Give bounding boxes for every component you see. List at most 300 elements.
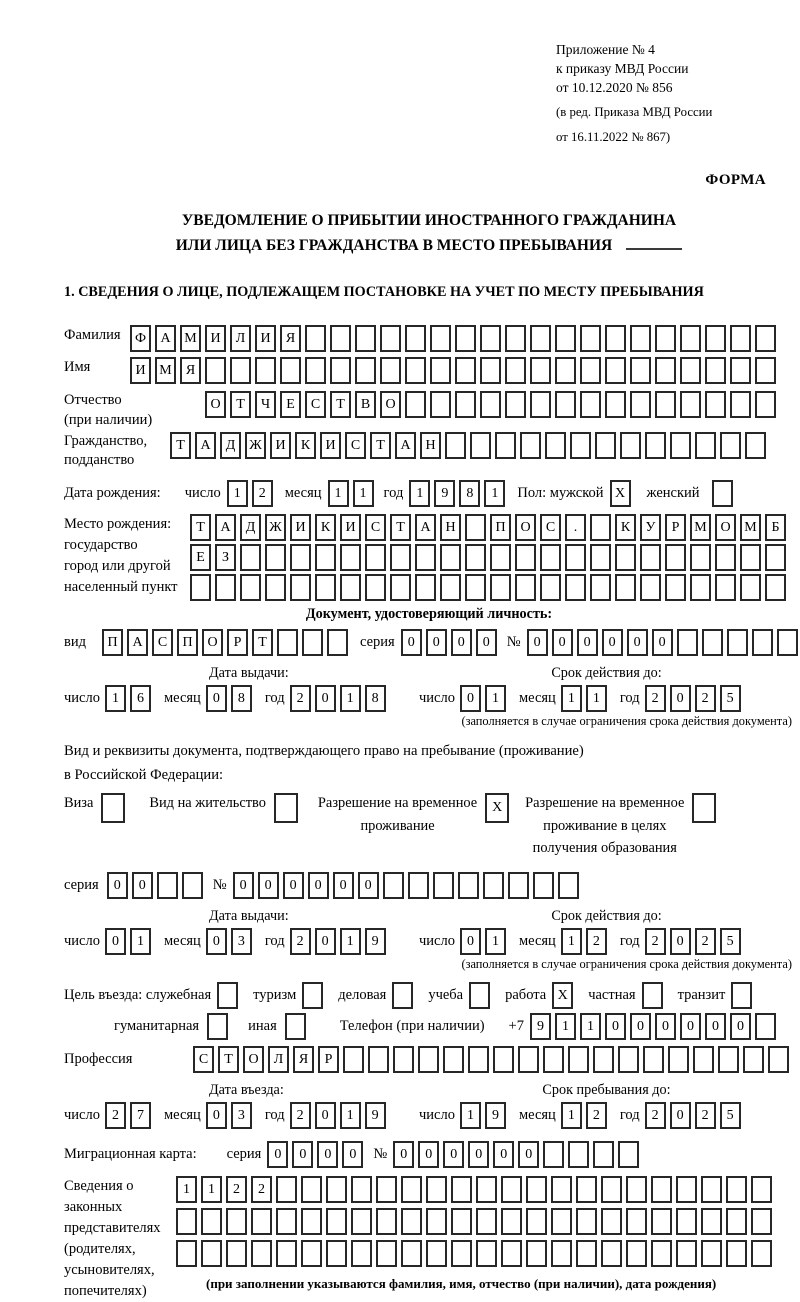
char-cell[interactable]: 0 [393,1141,414,1168]
char-cell[interactable] [265,574,286,601]
char-cell[interactable] [330,325,351,352]
char-cell[interactable] [565,544,586,571]
char-cell[interactable]: X [485,793,509,823]
char-cell[interactable] [351,1176,372,1203]
char-cell[interactable] [651,1240,672,1267]
char-cell[interactable] [626,1176,647,1203]
char-cell[interactable] [430,357,451,384]
char-cell[interactable] [751,1240,772,1267]
char-cell[interactable]: О [205,391,226,418]
char-cell[interactable]: 1 [409,480,430,507]
char-cell[interactable]: К [615,514,636,541]
char-cell[interactable] [276,1240,297,1267]
char-cell[interactable]: 2 [226,1176,247,1203]
char-cell[interactable] [630,391,651,418]
char-cell[interactable] [217,982,238,1009]
char-cell[interactable] [343,1046,364,1073]
char-cell[interactable]: А [127,629,148,656]
char-cell[interactable]: 0 [132,872,153,899]
char-cell[interactable]: 0 [401,629,422,656]
char-cell[interactable] [558,872,579,899]
char-cell[interactable] [680,325,701,352]
char-cell[interactable] [326,1176,347,1203]
char-cell[interactable] [518,1046,539,1073]
char-cell[interactable] [555,357,576,384]
char-cell[interactable] [305,357,326,384]
char-cell[interactable] [301,1240,322,1267]
char-cell[interactable]: 2 [290,1102,311,1129]
char-cell[interactable]: 0 [418,1141,439,1168]
char-cell[interactable]: 0 [630,1013,651,1040]
char-cell[interactable]: 0 [468,1141,489,1168]
char-cell[interactable] [376,1176,397,1203]
char-cell[interactable] [315,544,336,571]
char-cell[interactable] [157,872,178,899]
char-cell[interactable] [565,574,586,601]
char-cell[interactable]: П [102,629,123,656]
char-cell[interactable] [290,574,311,601]
char-cell[interactable]: 1 [328,480,349,507]
char-cell[interactable] [593,1046,614,1073]
char-cell[interactable] [701,1176,722,1203]
char-cell[interactable] [277,629,298,656]
char-cell[interactable]: 0 [267,1141,288,1168]
char-cell[interactable]: Я [180,357,201,384]
char-cell[interactable]: 0 [315,928,336,955]
char-cell[interactable] [615,574,636,601]
char-cell[interactable] [480,391,501,418]
char-cell[interactable] [615,544,636,571]
char-cell[interactable]: О [715,514,736,541]
char-cell[interactable]: 3 [231,928,252,955]
char-cell[interactable] [251,1240,272,1267]
char-cell[interactable] [605,325,626,352]
char-cell[interactable] [551,1240,572,1267]
char-cell[interactable]: 0 [451,629,472,656]
char-cell[interactable]: 1 [485,685,506,712]
char-cell[interactable]: А [395,432,416,459]
char-cell[interactable] [176,1240,197,1267]
char-cell[interactable]: 2 [645,1102,666,1129]
char-cell[interactable]: 8 [459,480,480,507]
char-cell[interactable]: 2 [695,1102,716,1129]
char-cell[interactable]: 2 [252,480,273,507]
char-cell[interactable] [392,982,413,1009]
char-cell[interactable]: Ч [255,391,276,418]
char-cell[interactable]: Р [227,629,248,656]
char-cell[interactable] [702,629,723,656]
char-cell[interactable] [551,1176,572,1203]
char-cell[interactable] [540,574,561,601]
char-cell[interactable] [718,1046,739,1073]
char-cell[interactable] [551,1208,572,1235]
char-cell[interactable]: 0 [527,629,548,656]
char-cell[interactable]: Я [280,325,301,352]
char-cell[interactable] [430,391,451,418]
char-cell[interactable] [693,1046,714,1073]
char-cell[interactable]: Р [318,1046,339,1073]
char-cell[interactable]: Т [218,1046,239,1073]
char-cell[interactable]: Ж [265,514,286,541]
char-cell[interactable] [618,1046,639,1073]
char-cell[interactable] [643,1046,664,1073]
char-cell[interactable]: 1 [201,1176,222,1203]
char-cell[interactable]: И [340,514,361,541]
char-cell[interactable]: С [193,1046,214,1073]
char-cell[interactable]: 0 [670,1102,691,1129]
char-cell[interactable]: Т [190,514,211,541]
char-cell[interactable] [618,1141,639,1168]
char-cell[interactable] [201,1240,222,1267]
char-cell[interactable] [468,1046,489,1073]
char-cell[interactable]: Т [390,514,411,541]
char-cell[interactable] [530,357,551,384]
char-cell[interactable]: 1 [484,480,505,507]
char-cell[interactable] [543,1141,564,1168]
char-cell[interactable] [401,1208,422,1235]
char-cell[interactable]: 0 [493,1141,514,1168]
char-cell[interactable] [590,574,611,601]
char-cell[interactable] [590,544,611,571]
char-cell[interactable] [405,325,426,352]
char-cell[interactable]: 0 [652,629,673,656]
char-cell[interactable] [680,391,701,418]
char-cell[interactable]: 1 [340,685,361,712]
char-cell[interactable] [501,1208,522,1235]
char-cell[interactable] [690,574,711,601]
char-cell[interactable] [182,872,203,899]
char-cell[interactable]: 1 [105,685,126,712]
char-cell[interactable]: 0 [605,1013,626,1040]
char-cell[interactable] [642,982,663,1009]
char-cell[interactable] [626,1208,647,1235]
char-cell[interactable]: 0 [333,872,354,899]
char-cell[interactable] [768,1046,789,1073]
char-cell[interactable] [426,1240,447,1267]
char-cell[interactable] [327,629,348,656]
char-cell[interactable]: К [315,514,336,541]
char-cell[interactable] [301,1176,322,1203]
char-cell[interactable]: 5 [720,928,741,955]
char-cell[interactable] [630,357,651,384]
char-cell[interactable] [415,544,436,571]
char-cell[interactable] [285,1013,306,1040]
char-cell[interactable] [476,1176,497,1203]
char-cell[interactable] [251,1208,272,1235]
char-cell[interactable] [240,544,261,571]
char-cell[interactable] [405,357,426,384]
char-cell[interactable] [490,544,511,571]
char-cell[interactable]: 0 [552,629,573,656]
char-cell[interactable]: 0 [670,928,691,955]
char-cell[interactable]: 9 [434,480,455,507]
char-cell[interactable]: А [415,514,436,541]
char-cell[interactable] [280,357,301,384]
char-cell[interactable] [101,793,125,823]
char-cell[interactable]: 2 [290,685,311,712]
char-cell[interactable]: О [243,1046,264,1073]
char-cell[interactable]: Д [240,514,261,541]
char-cell[interactable] [593,1141,614,1168]
char-cell[interactable] [305,325,326,352]
char-cell[interactable] [455,391,476,418]
char-cell[interactable] [580,325,601,352]
char-cell[interactable] [505,391,526,418]
char-cell[interactable] [755,325,776,352]
char-cell[interactable] [265,544,286,571]
char-cell[interactable]: 3 [231,1102,252,1129]
char-cell[interactable] [740,574,761,601]
char-cell[interactable] [705,325,726,352]
char-cell[interactable] [390,574,411,601]
char-cell[interactable] [630,325,651,352]
char-cell[interactable]: 0 [443,1141,464,1168]
char-cell[interactable]: Т [330,391,351,418]
char-cell[interactable]: 0 [577,629,598,656]
char-cell[interactable] [730,325,751,352]
char-cell[interactable] [605,391,626,418]
char-cell[interactable] [692,793,716,823]
char-cell[interactable] [340,574,361,601]
char-cell[interactable]: 1 [580,1013,601,1040]
char-cell[interactable]: К [295,432,316,459]
char-cell[interactable] [440,574,461,601]
char-cell[interactable] [418,1046,439,1073]
char-cell[interactable] [226,1240,247,1267]
char-cell[interactable] [290,544,311,571]
char-cell[interactable] [226,1208,247,1235]
char-cell[interactable] [670,432,691,459]
char-cell[interactable] [380,357,401,384]
char-cell[interactable]: П [490,514,511,541]
char-cell[interactable]: Н [440,514,461,541]
char-cell[interactable] [301,1208,322,1235]
char-cell[interactable] [440,544,461,571]
char-cell[interactable] [533,872,554,899]
char-cell[interactable] [665,574,686,601]
char-cell[interactable] [205,357,226,384]
char-cell[interactable] [445,432,466,459]
char-cell[interactable] [715,544,736,571]
char-cell[interactable] [476,1208,497,1235]
char-cell[interactable]: И [205,325,226,352]
char-cell[interactable] [526,1240,547,1267]
char-cell[interactable]: С [345,432,366,459]
char-cell[interactable]: 2 [695,928,716,955]
char-cell[interactable] [601,1176,622,1203]
char-cell[interactable]: О [380,391,401,418]
char-cell[interactable] [302,982,323,1009]
char-cell[interactable]: 2 [695,685,716,712]
char-cell[interactable] [302,629,323,656]
char-cell[interactable] [526,1208,547,1235]
char-cell[interactable]: У [640,514,661,541]
char-cell[interactable] [207,1013,228,1040]
char-cell[interactable]: 0 [460,685,481,712]
char-cell[interactable] [451,1176,472,1203]
char-cell[interactable] [526,1176,547,1203]
char-cell[interactable] [580,357,601,384]
char-cell[interactable]: 0 [206,685,227,712]
char-cell[interactable] [515,574,536,601]
char-cell[interactable] [355,357,376,384]
char-cell[interactable] [274,793,298,823]
char-cell[interactable] [433,872,454,899]
char-cell[interactable] [355,325,376,352]
char-cell[interactable] [490,574,511,601]
char-cell[interactable]: А [155,325,176,352]
char-cell[interactable] [555,391,576,418]
char-cell[interactable]: Т [252,629,273,656]
char-cell[interactable] [430,325,451,352]
char-cell[interactable] [255,357,276,384]
char-cell[interactable]: 0 [308,872,329,899]
char-cell[interactable]: Т [170,432,191,459]
char-cell[interactable]: 9 [485,1102,506,1129]
char-cell[interactable] [545,432,566,459]
char-cell[interactable]: 1 [340,928,361,955]
char-cell[interactable] [351,1240,372,1267]
char-cell[interactable] [730,391,751,418]
char-cell[interactable] [368,1046,389,1073]
char-cell[interactable] [576,1240,597,1267]
char-cell[interactable] [701,1208,722,1235]
char-cell[interactable] [451,1240,472,1267]
char-cell[interactable]: 2 [251,1176,272,1203]
char-cell[interactable] [605,357,626,384]
char-cell[interactable]: 1 [485,928,506,955]
char-cell[interactable] [668,1046,689,1073]
char-cell[interactable] [726,1208,747,1235]
char-cell[interactable] [651,1176,672,1203]
char-cell[interactable]: 7 [130,1102,151,1129]
char-cell[interactable]: Т [370,432,391,459]
char-cell[interactable]: 0 [315,1102,336,1129]
char-cell[interactable] [651,1208,672,1235]
char-cell[interactable]: 1 [353,480,374,507]
char-cell[interactable]: И [270,432,291,459]
char-cell[interactable] [493,1046,514,1073]
char-cell[interactable]: 2 [586,1102,607,1129]
char-cell[interactable]: 9 [530,1013,551,1040]
char-cell[interactable]: 0 [206,928,227,955]
char-cell[interactable] [655,325,676,352]
char-cell[interactable]: 0 [730,1013,751,1040]
char-cell[interactable] [380,325,401,352]
char-cell[interactable]: 0 [258,872,279,899]
char-cell[interactable]: 0 [655,1013,676,1040]
char-cell[interactable]: 5 [720,1102,741,1129]
char-cell[interactable] [426,1176,447,1203]
char-cell[interactable] [330,357,351,384]
char-cell[interactable]: 1 [227,480,248,507]
char-cell[interactable] [677,629,698,656]
char-cell[interactable] [755,357,776,384]
char-cell[interactable]: 0 [292,1141,313,1168]
char-cell[interactable]: З [215,544,236,571]
char-cell[interactable]: И [130,357,151,384]
char-cell[interactable] [701,1240,722,1267]
char-cell[interactable]: 0 [705,1013,726,1040]
char-cell[interactable] [415,574,436,601]
char-cell[interactable] [501,1176,522,1203]
char-cell[interactable] [376,1240,397,1267]
char-cell[interactable]: Ф [130,325,151,352]
char-cell[interactable] [340,544,361,571]
char-cell[interactable] [540,544,561,571]
char-cell[interactable] [480,357,501,384]
char-cell[interactable] [483,872,504,899]
char-cell[interactable] [495,432,516,459]
char-cell[interactable] [401,1176,422,1203]
char-cell[interactable] [501,1240,522,1267]
char-cell[interactable]: И [255,325,276,352]
char-cell[interactable]: 0 [602,629,623,656]
char-cell[interactable] [176,1208,197,1235]
char-cell[interactable]: 1 [130,928,151,955]
char-cell[interactable] [405,391,426,418]
char-cell[interactable]: Т [230,391,251,418]
char-cell[interactable]: Е [280,391,301,418]
char-cell[interactable]: 0 [518,1141,539,1168]
char-cell[interactable] [576,1208,597,1235]
char-cell[interactable]: М [155,357,176,384]
char-cell[interactable] [376,1208,397,1235]
char-cell[interactable] [240,574,261,601]
char-cell[interactable] [640,574,661,601]
char-cell[interactable] [727,629,748,656]
char-cell[interactable] [326,1208,347,1235]
char-cell[interactable]: 1 [586,685,607,712]
char-cell[interactable]: М [180,325,201,352]
char-cell[interactable]: О [202,629,223,656]
char-cell[interactable]: 0 [426,629,447,656]
char-cell[interactable]: 2 [290,928,311,955]
char-cell[interactable] [743,1046,764,1073]
char-cell[interactable]: 6 [130,685,151,712]
char-cell[interactable]: 0 [476,629,497,656]
char-cell[interactable] [555,325,576,352]
char-cell[interactable]: Е [190,544,211,571]
char-cell[interactable]: 0 [233,872,254,899]
char-cell[interactable]: 8 [231,685,252,712]
char-cell[interactable]: X [610,480,631,507]
char-cell[interactable]: М [740,514,761,541]
char-cell[interactable] [731,982,752,1009]
char-cell[interactable] [455,325,476,352]
char-cell[interactable] [715,574,736,601]
char-cell[interactable]: Ж [245,432,266,459]
char-cell[interactable]: 1 [561,928,582,955]
char-cell[interactable] [777,629,798,656]
char-cell[interactable]: 2 [105,1102,126,1129]
char-cell[interactable]: А [195,432,216,459]
char-cell[interactable] [755,1013,776,1040]
char-cell[interactable]: Б [765,514,786,541]
char-cell[interactable] [451,1208,472,1235]
char-cell[interactable]: 0 [206,1102,227,1129]
char-cell[interactable] [470,432,491,459]
char-cell[interactable]: О [515,514,536,541]
char-cell[interactable]: 0 [670,685,691,712]
char-cell[interactable]: Л [268,1046,289,1073]
char-cell[interactable] [505,325,526,352]
char-cell[interactable]: 2 [645,928,666,955]
char-cell[interactable]: С [305,391,326,418]
char-cell[interactable] [508,872,529,899]
char-cell[interactable]: 0 [358,872,379,899]
char-cell[interactable] [365,544,386,571]
